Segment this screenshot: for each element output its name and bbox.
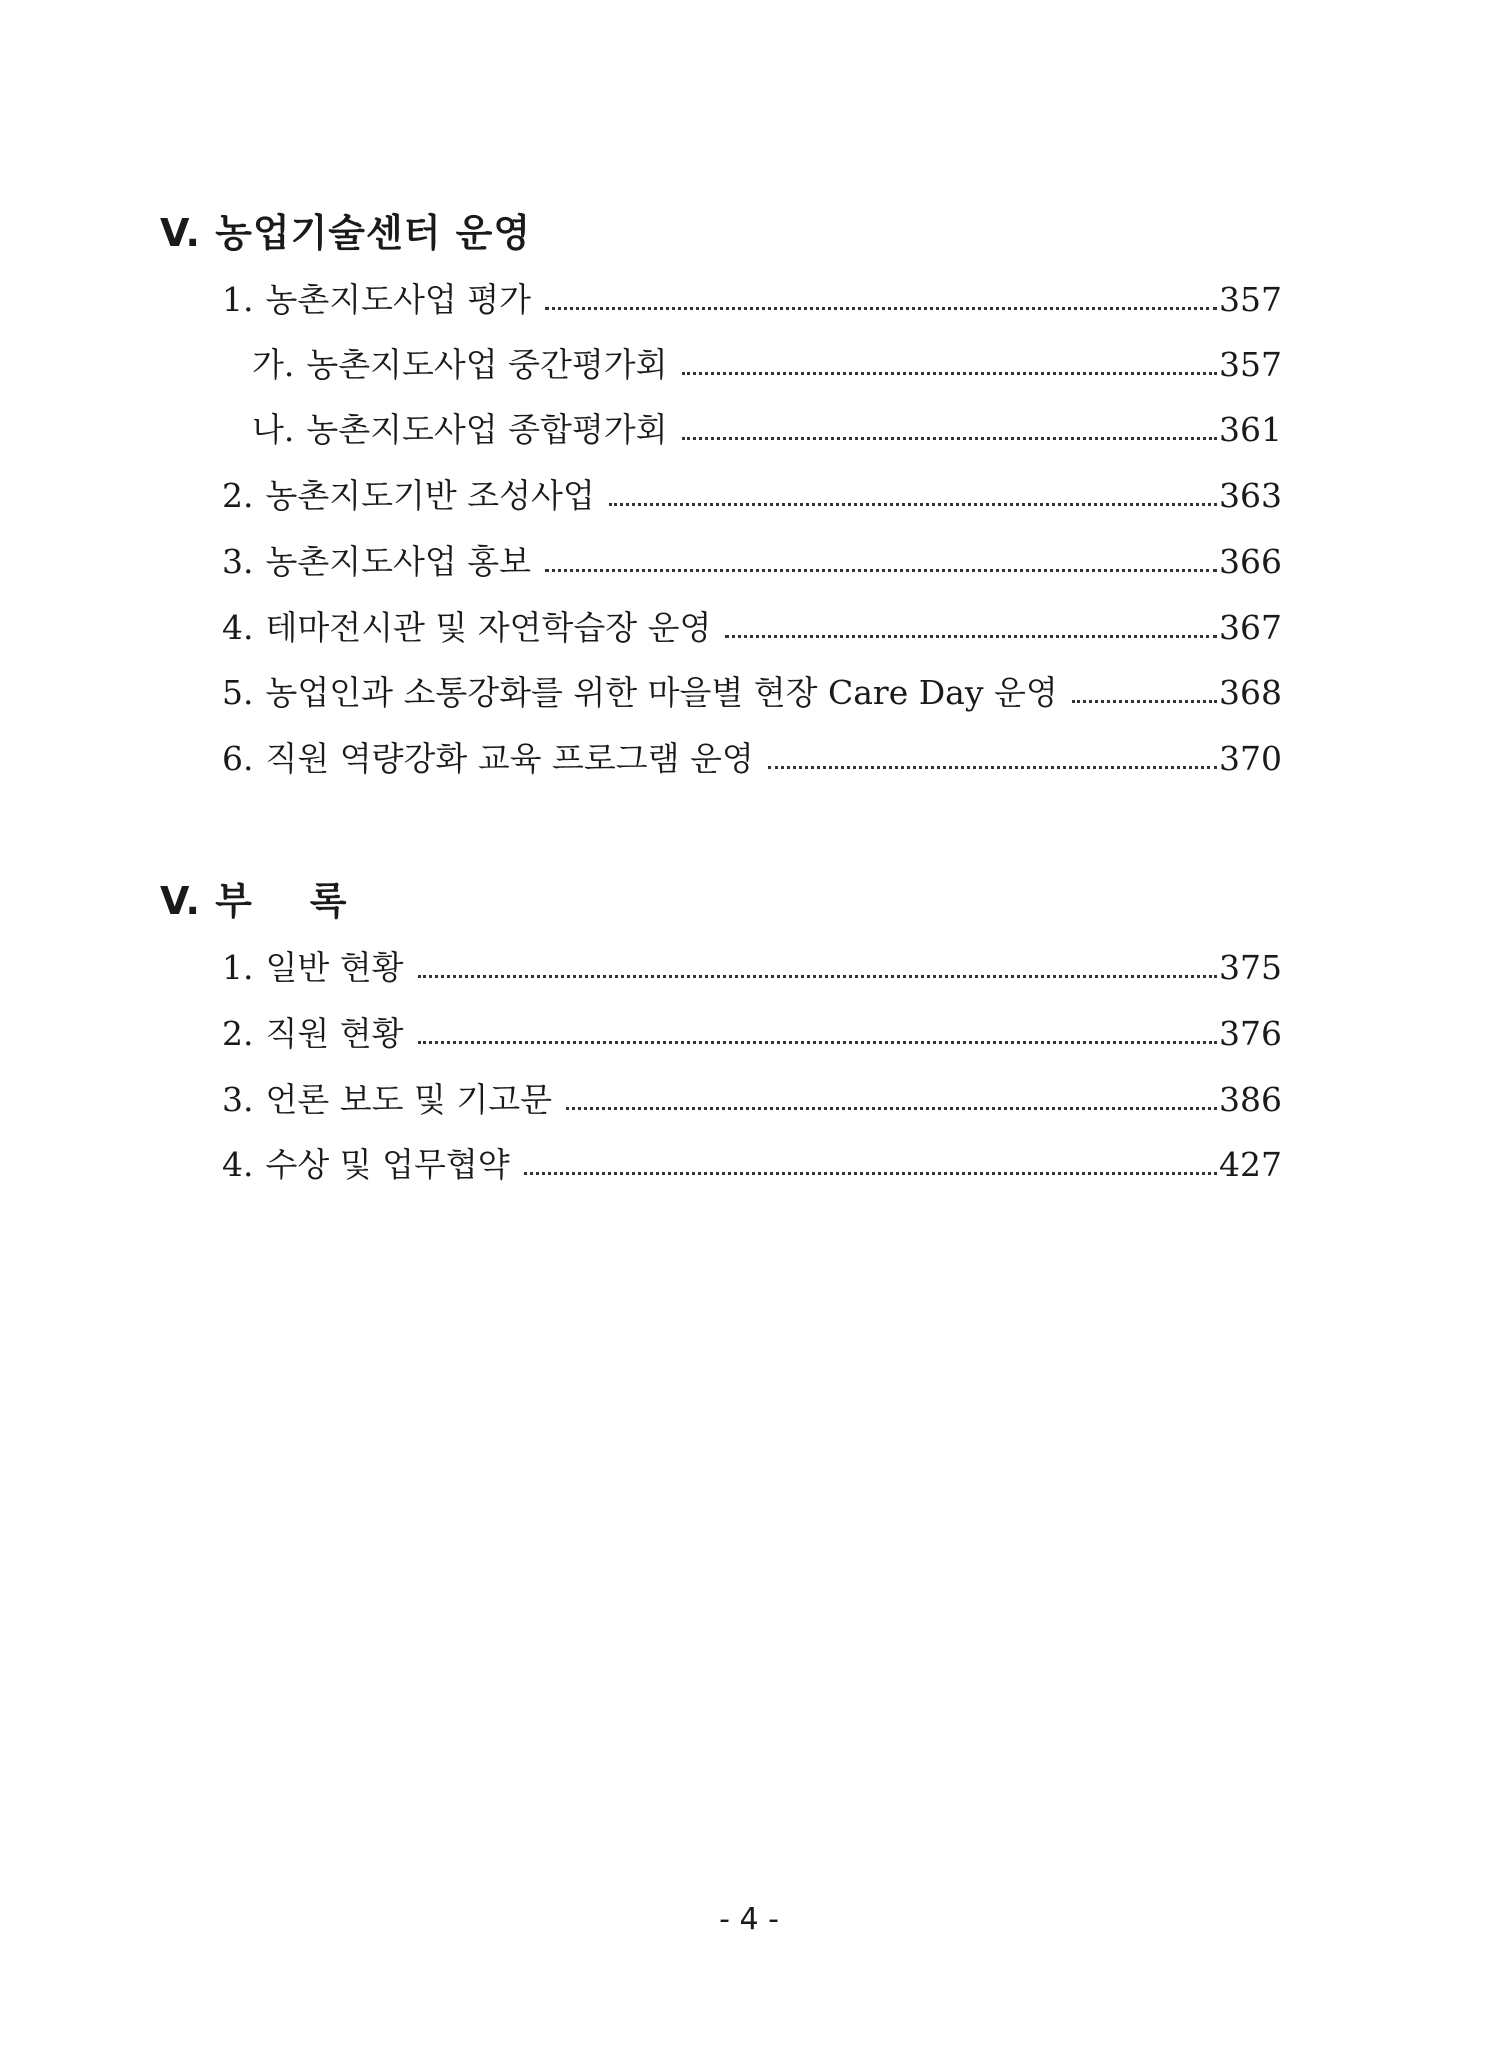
entry-number: 6.	[222, 739, 254, 778]
entry-page: 367	[1219, 608, 1282, 647]
entry-title: 농촌지도사업 중간평가회	[306, 345, 668, 384]
entry-page: 376	[1219, 1014, 1282, 1053]
dot-leader	[1072, 700, 1217, 703]
section-heading-appendix: V. 부 록	[160, 879, 348, 923]
dot-leader	[566, 1107, 1217, 1110]
entry-title: 농촌지도사업 평가	[265, 280, 532, 319]
entry-title: 직원 현황	[265, 1014, 404, 1053]
entry-number: 1.	[222, 280, 254, 319]
toc-entry	[222, 671, 1282, 715]
dot-leader	[609, 503, 1217, 506]
entry-title: 농촌지도사업 종합평가회	[306, 410, 668, 449]
toc-entry	[222, 737, 1282, 781]
toc-subentry	[252, 343, 1282, 387]
toc-entry	[222, 278, 1282, 322]
entry-title: 농업인과 소통강화를 위한 마을별 현장 Care Day 운영	[265, 673, 1058, 712]
entry-title: 테마전시관 및 자연학습장 운영	[265, 608, 712, 647]
entry-title: 직원 역량강화 교육 프로그램 운영	[265, 739, 754, 778]
toc-entry	[222, 540, 1282, 584]
entry-page: 357	[1219, 345, 1282, 384]
entry-number: 1.	[222, 948, 254, 987]
entry-page: 370	[1219, 739, 1282, 778]
entry-title: 농촌지도기반 조성사업	[265, 476, 595, 515]
entry-number: 2.	[222, 476, 254, 515]
entry-number: 5.	[222, 673, 254, 712]
entry-page: 375	[1219, 948, 1282, 987]
section-heading-operations: V. 농업기술센터 운영	[160, 211, 532, 255]
toc-entry	[222, 1012, 1282, 1056]
dot-leader	[524, 1172, 1217, 1175]
dot-leader	[725, 635, 1217, 638]
entry-page: 366	[1219, 542, 1282, 581]
toc-entry	[222, 1143, 1282, 1187]
entry-number: 나.	[252, 410, 295, 449]
entry-number: 3.	[222, 1080, 254, 1119]
dot-leader	[545, 569, 1217, 572]
entry-title: 수상 및 업무협약	[265, 1145, 510, 1184]
entry-number: 2.	[222, 1014, 254, 1053]
entry-page: 357	[1219, 280, 1282, 319]
entry-page: 363	[1219, 476, 1282, 515]
dot-leader	[768, 766, 1217, 769]
dot-leader	[418, 1041, 1217, 1044]
entry-number: 4.	[222, 1145, 254, 1184]
entry-page: 368	[1219, 673, 1282, 712]
toc-entry	[222, 606, 1282, 650]
toc-entry	[222, 1078, 1282, 1122]
dot-leader	[682, 372, 1217, 375]
dot-leader	[545, 307, 1217, 310]
toc-entry	[222, 474, 1282, 518]
entry-page: 386	[1219, 1080, 1282, 1119]
entry-page: 427	[1219, 1145, 1282, 1184]
dot-leader	[682, 437, 1217, 440]
entry-number: 4.	[222, 608, 254, 647]
entry-title: 언론 보도 및 기고문	[265, 1080, 552, 1119]
entry-number: 3.	[222, 542, 254, 581]
dot-leader	[418, 975, 1217, 978]
toc-entry	[222, 946, 1282, 990]
entry-number: 가.	[252, 345, 295, 384]
entry-title: 농촌지도사업 홍보	[265, 542, 532, 581]
toc-subentry	[252, 408, 1282, 452]
entry-page: 361	[1219, 410, 1282, 449]
page-number: - 4 -	[719, 1902, 779, 1937]
entry-title: 일반 현황	[265, 948, 404, 987]
